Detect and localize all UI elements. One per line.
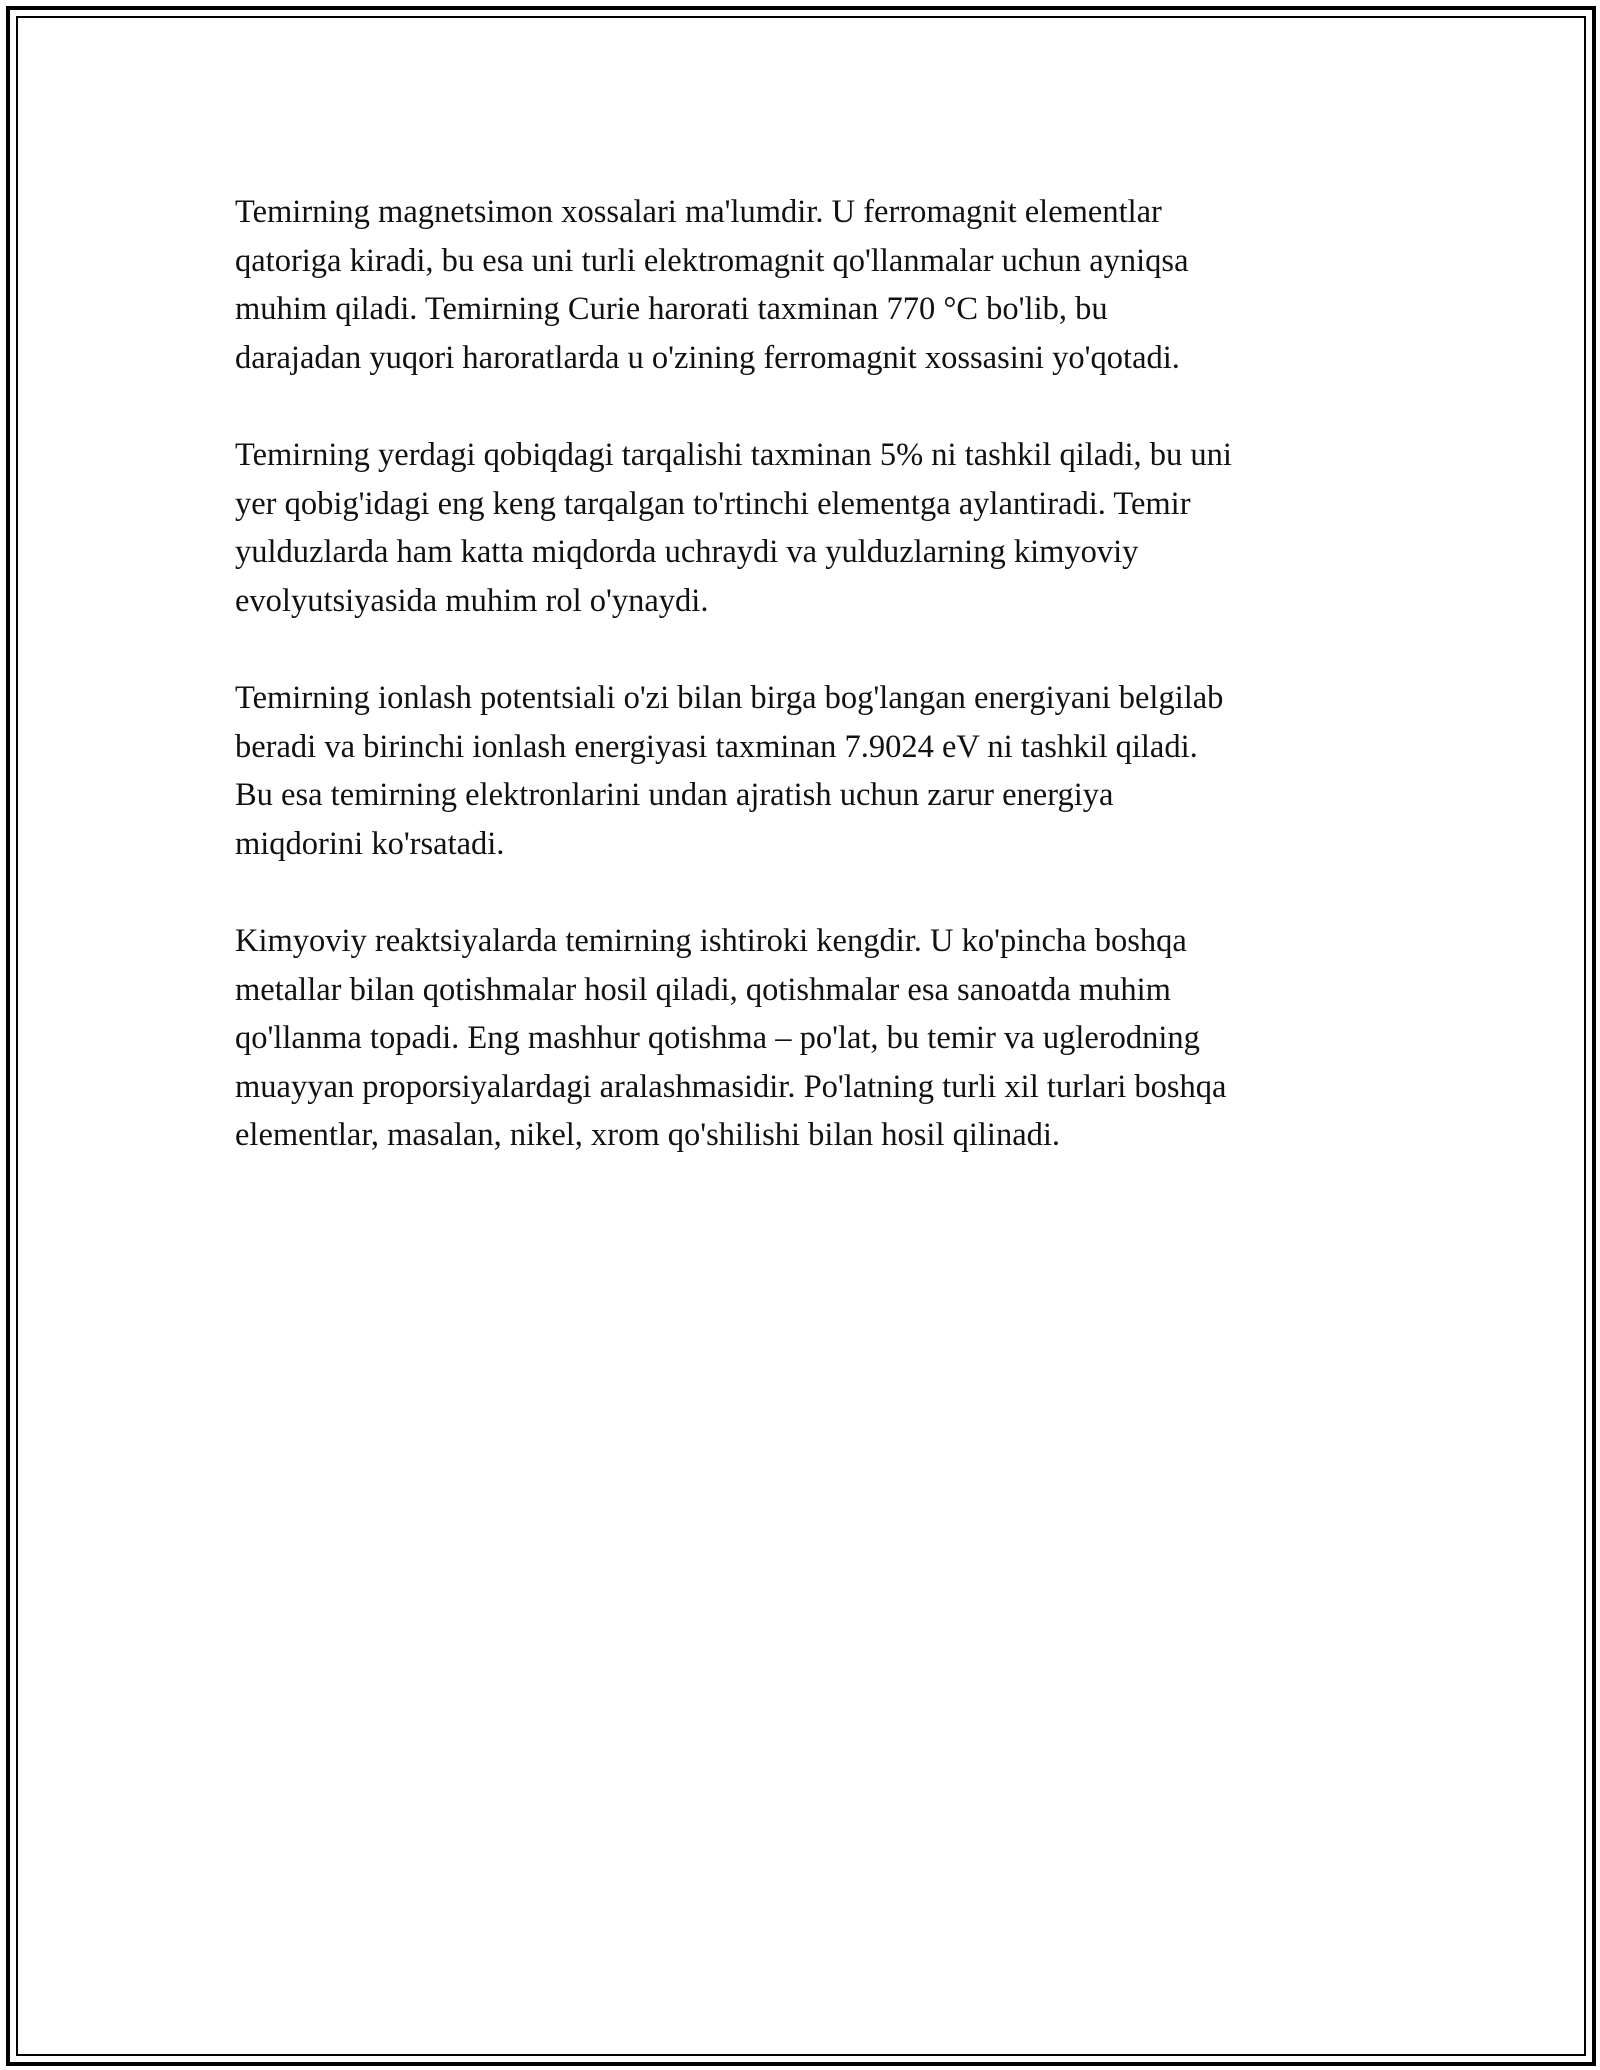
text-line: muayyan proporsiyalardagi aralashmasidir. Po'latning turli xil turlari boshqa: [235, 1068, 1227, 1105]
paragraph-crust-abundance: [235, 431, 1385, 625]
text-line: evolyutsiyasida muhim rol o'ynaydi.: [235, 582, 709, 619]
text-line: qo'llanma topadi. Eng mashhur qotishma – po'lat, bu temir va uglerodning: [235, 1020, 1200, 1056]
text-line: Temirning magnetsimon xossalari ma'lumdir. U ferromagnit elementlar: [235, 194, 1162, 230]
text-line: Bu esa temirning elektronlarini undan ajratish uchun zarur energiya: [235, 777, 1114, 813]
text-line: muhim qiladi. Temirning Curie harorati taxminan 770 °C bo'lib, bu: [235, 291, 1108, 327]
text-line: yer qobig'idagi eng keng tarqalgan to'rtinchi elementga aylantiradi. Temir: [235, 485, 1191, 522]
text-line: Kimyoviy reaktsiyalarda temirning ishtiroki kengdir. U ko'pincha boshqa: [235, 923, 1187, 959]
text-line: Temirning ionlash potentsiali o'zi bilan birga bog'langan energiyani belgilab: [235, 680, 1224, 716]
text-line: metallar bilan qotishmalar hosil qiladi, qotishmalar esa sanoatda muhim: [235, 971, 1171, 1008]
text-line: darajadan yuqori haroratlarda u o'zining ferromagnit xossasini yo'qotadi.: [235, 339, 1180, 376]
document-body: [235, 188, 1385, 1209]
text-line: qatoriga kiradi, bu esa uni turli elektromagnit qo'llanmalar uchun ayniqsa: [235, 242, 1189, 279]
text-line: Temirning yerdagi qobiqdagi tarqalishi taxminan 5% ni tashkil qiladi, bu uni: [235, 437, 1232, 473]
text-line: miqdorini ko'rsatadi.: [235, 825, 505, 862]
paragraph-ionization: [235, 674, 1385, 868]
text-line: beradi va birinchi ionlash energiyasi taxminan 7.9024 eV ni tashkil qiladi.: [235, 728, 1198, 765]
paragraph-chemical-reactions: [235, 917, 1385, 1160]
text-line: yulduzlarda ham katta miqdorda uchraydi va yulduzlarning kimyoviy: [235, 534, 1139, 570]
paragraph-magnetic-properties: [235, 188, 1385, 382]
text-line: elementlar, masalan, nikel, xrom qo'shilishi bilan hosil qilinadi.: [235, 1117, 1061, 1153]
